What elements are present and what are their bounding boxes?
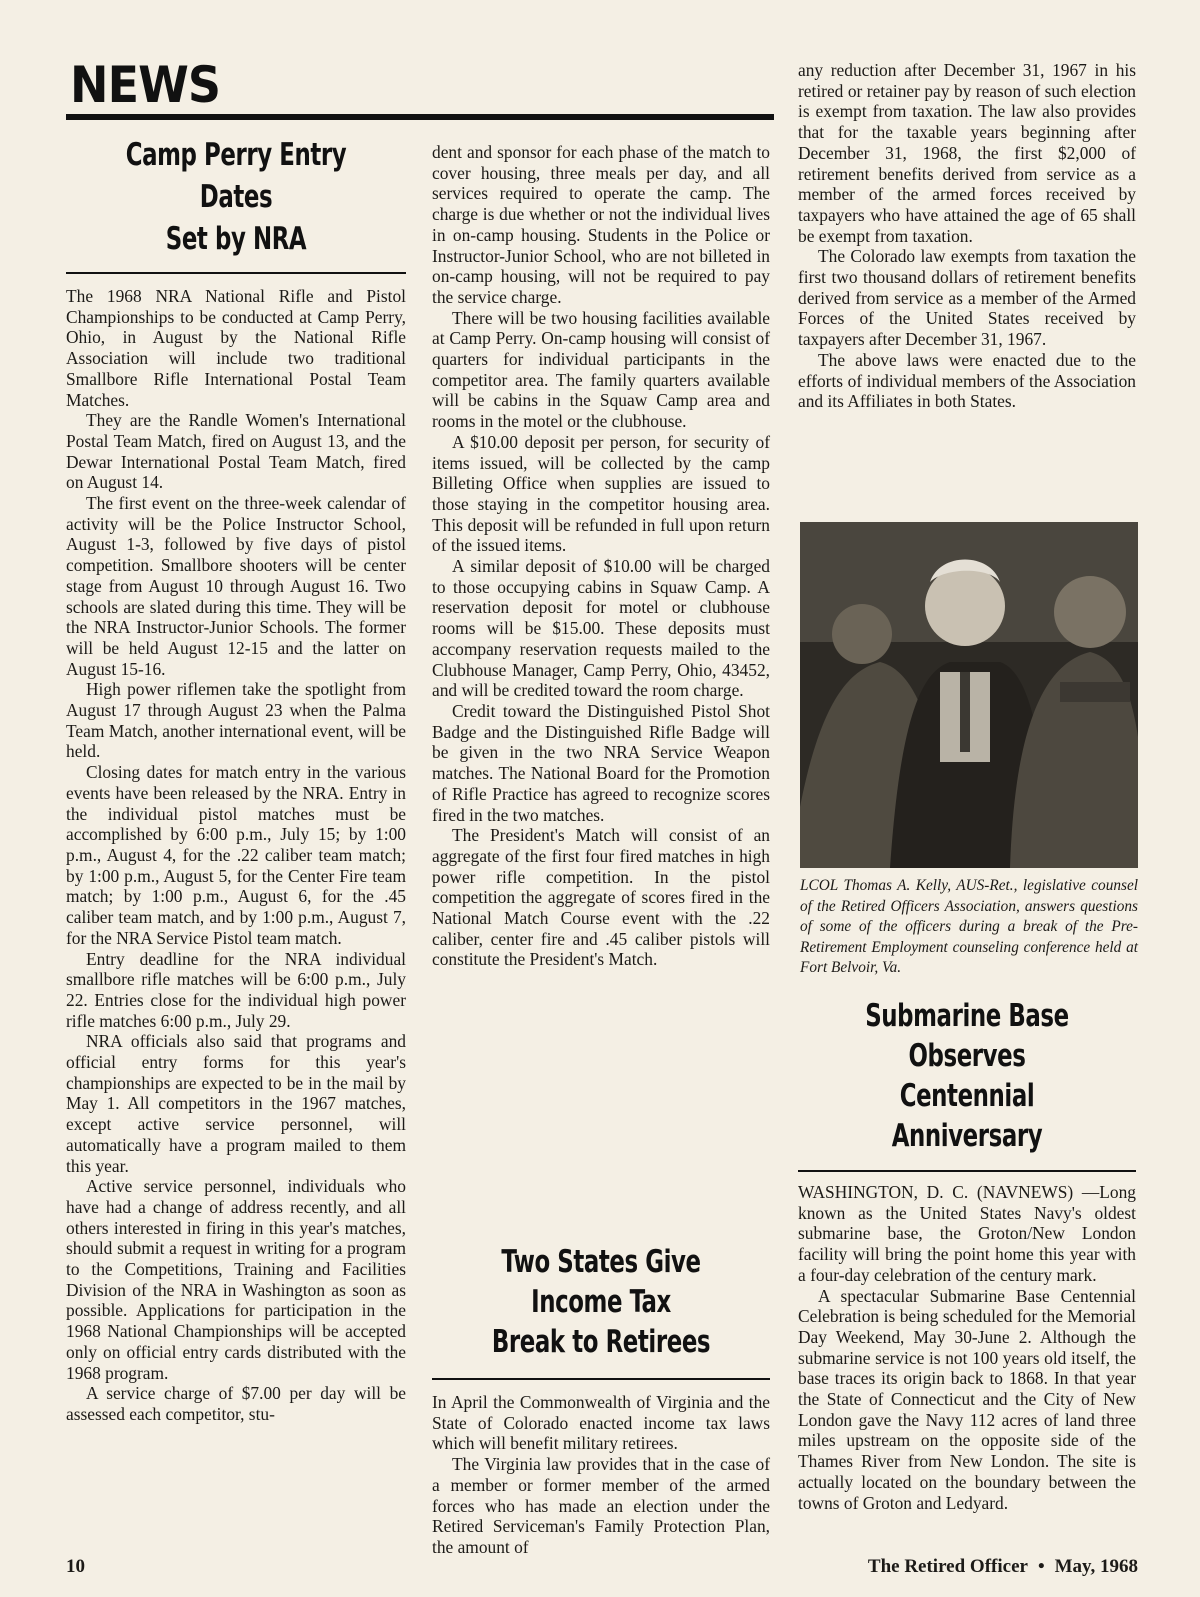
- paragraph: The first event on the three-week calendar of activity will be the Police Instructor School, August 1-3, followed by five days of pistol competition. Smallbore shooters will be center stage from August 10 through August 16. Two schools are slated during this time. They will be the NRA Instructor-Junior Schools. The former will be held August 12-15 and the latter on August 15-16.: [66, 493, 406, 679]
- story2-headline-line1: Two States Give Income Tax: [501, 1244, 701, 1320]
- story1-headline-rule: [66, 272, 406, 274]
- story3-body-col3: [798, 1182, 1136, 1513]
- paragraph: Entry deadline for the NRA individual smallbore rifle matches will be 6:00 p.m., July 22. Entries close for the individual high power rifle matches 6:00 p.m., July 29.: [66, 948, 406, 1031]
- story1-headline: [97, 134, 376, 260]
- story2: [432, 1242, 770, 1558]
- story2-headline-rule: [432, 1378, 770, 1380]
- page-number: 10: [66, 1556, 85, 1577]
- photo-illustration: [800, 522, 1138, 868]
- running-footer: [790, 1556, 1138, 1578]
- story2-headline: [462, 1242, 739, 1362]
- column-2: [432, 142, 770, 970]
- news-photo: [800, 522, 1138, 868]
- story1-body-col1: [66, 286, 406, 1425]
- paragraph: The Colorado law exempts from taxation the first two thousand dollars of retirement benefits derived from service as a member of the Armed Forces of the United States received by taxpayers after December 31, 1967.: [798, 246, 1136, 350]
- paragraph: A $10.00 deposit per person, for security of items issued, will be collected by the camp Billeting Office when supplies are issued to those staying in the competitor housing area. This deposit will be refunded in full upon return of the issued items.: [432, 431, 770, 556]
- paragraph: The President's Match will consist of an aggregate of the first four fired matches in high power rifle competition. In the pistol competition the aggregate of scores fired in the National Match Course event with the .22 caliber, center fire and .45 caliber pistols will constitute the President's Match.: [432, 825, 770, 970]
- story1-body-col2: [432, 142, 770, 970]
- paragraph: Active service personnel, individuals who have had a change of address recently, and all others interested in firing in this year's matches, should submit a request in writing for a program to the Competitions, Training and Facilities Division of the NRA in Washington as soon as possible. Applications for participation in the 1968 National Championships will be accepted only on official entry cards distributed with the 1968 program.: [66, 1176, 406, 1383]
- publication-title: The Retired Officer: [867, 1556, 1028, 1577]
- paragraph: A similar deposit of $10.00 will be charged to those occupying cabins in Squaw Camp. A reservation deposit for motel or clubhouse rooms will be $15.00. These deposits must accompany reservation requests mailed to the Clubhouse Manager, Camp Perry, Ohio, 43452, and will be credited toward the room charge.: [432, 556, 770, 701]
- story1-headline-line2: Set by NRA: [165, 221, 307, 257]
- paragraph: A spectacular Submarine Base Centennial Celebration is being scheduled for the Memorial Day Weekend, May 30-June 2. Although the submarine service is not 100 years old itself, the base traces its origin back to 1868. In that year the State of Connecticut and the City of New London gave the Navy 112 acres of land three miles upstream on the opposite side of the Thames River from New London. The site is actually located on the boundary between the towns of Groton and Ledyard.: [798, 1285, 1136, 1513]
- story1-headline-line1: Camp Perry Entry Dates: [125, 137, 347, 215]
- story3-headline-line2: Centennial Anniversary: [891, 1078, 1043, 1154]
- paragraph: A service charge of $7.00 per day will be assessed each competitor, stu-: [66, 1383, 406, 1424]
- story2-body-col2: [432, 1392, 770, 1558]
- story2-headline-line2: Break to Retirees: [491, 1324, 711, 1360]
- column-1: [66, 134, 406, 1425]
- paragraph: Credit toward the Distinguished Pistol Shot Badge and the Distinguished Rifle Badge will be given in the two NRA Service Weapon matches. The National Board for the Promotion of Rifle Practice has agreed to recognize scores fired in the two matches.: [432, 700, 770, 825]
- story3-headline-line1: Submarine Base Observes: [865, 998, 1069, 1074]
- paragraph: NRA officials also said that programs and official entry forms for this year's championships are expected to be in the mail by May 1. All competitors in the 1967 matches, except active service personnel, will automatically have a program mailed to them this year.: [66, 1031, 406, 1176]
- section-rule: [66, 114, 774, 120]
- paragraph: WASHINGTON, D. C. (NAVNEWS) —Long known as the United States Navy's oldest submarine base, the Groton/New London facility will bring the point home this year with a four-day celebration of the century mark.: [798, 1182, 1136, 1285]
- paragraph: They are the Randle Women's International Postal Team Match, fired on August 13, and the Dewar International Postal Team Match, fired on August 14.: [66, 410, 406, 493]
- column-3: [798, 60, 1136, 412]
- paragraph: The 1968 NRA National Rifle and Pistol Championships to be conducted at Camp Perry, Ohio, in August by the National Rifle Association will include two traditional Smallbore Rifle International Postal Team Matches.: [66, 286, 406, 410]
- story3-headline-rule: [798, 1170, 1136, 1172]
- paragraph: any reduction after December 31, 1967 in his retired or retainer pay by reason of such election is exempt from taxation. The law also provides that for the taxable years beginning after December 31, 1968, the first $2,000 of retirement benefits derived from service as a member of the armed forces received by taxpayers who have attained the age of 65 shall be exempt from taxation.: [798, 60, 1136, 246]
- paragraph: High power riflemen take the spotlight from August 17 through August 23 when the Palma Team Match, another international event, will be held.: [66, 679, 406, 762]
- photo-caption: LCOL Thomas A. Kelly, AUS-Ret., legislative counsel of the Retired Officers Association, answers questions of some of the officers during a break of the Pre-Retirement Employment counseling conference held at Fort Belvoir, Va.: [800, 877, 1138, 976]
- paragraph: In April the Commonwealth of Virginia and the State of Colorado enacted income tax laws which will benefit military retirees.: [432, 1392, 770, 1454]
- issue-date: May, 1968: [1054, 1556, 1138, 1577]
- story2-body-col3: [798, 60, 1136, 412]
- paragraph: The Virginia law provides that in the case of a member or former member of the armed forces who has made an election under the Retired Serviceman's Family Protection Plan, the amount of: [432, 1454, 770, 1557]
- footer-bullet: •: [1037, 1556, 1045, 1577]
- story3: [798, 996, 1136, 1513]
- paragraph: dent and sponsor for each phase of the match to cover housing, three meals per day, and all services required to operate the camp. The charge is due whether or not the individual lives in on-camp housing. Students in the Police or Instructor-Junior School, who are not billeted in on-camp housing, will not be required to pay the service charge.: [432, 142, 770, 307]
- story3-headline: [828, 996, 1105, 1156]
- paragraph: The above laws were enacted due to the efforts of individual members of the Association and its Affiliates in both States.: [798, 349, 1136, 412]
- section-label: NEWS: [70, 56, 221, 114]
- paragraph: Closing dates for match entry in the various events have been released by the NRA. Entry in the individual pistol matches must be accomplished by 6:00 p.m., July 15; by 1:00 p.m., August 4, for the .22 caliber team match; by 1:00 p.m., August 5, for the Center Fire team match; by 1:00 p.m., August 6, for the .45 caliber team match, and by 1:00 p.m., August 7, for the NRA Service Pistol team match.: [66, 762, 406, 948]
- paragraph: There will be two housing facilities available at Camp Perry. On-camp housing will consist of quarters for individual participants in the competitor area. The family quarters available will be cabins in the Squaw Camp area and rooms in the motel or the clubhouse.: [432, 307, 770, 432]
